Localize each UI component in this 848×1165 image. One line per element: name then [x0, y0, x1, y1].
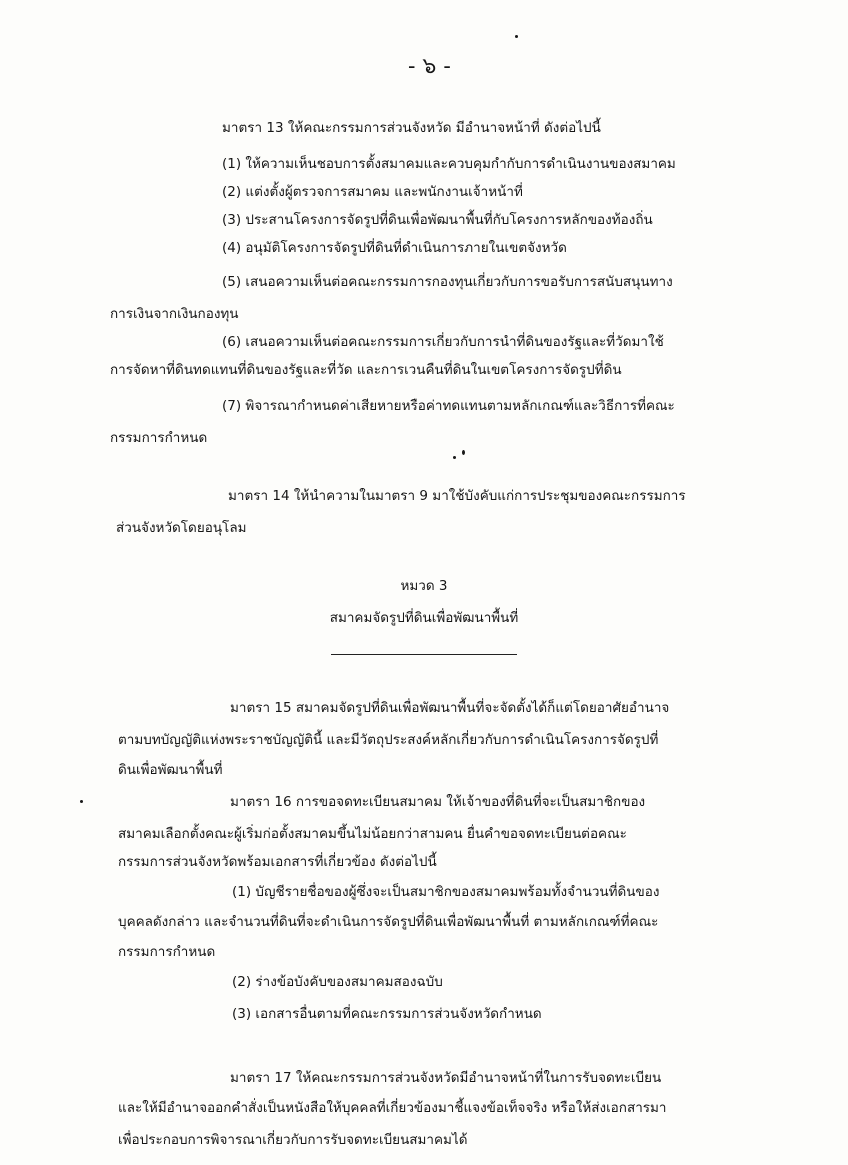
section-13-item-6-line-2: การจัดหาที่ดินทดแทนที่ดินของรัฐและที่วัด และการเวนคืนที่ดินในเขตโครงการจัดรูปที่ดิน: [110, 362, 622, 378]
section-13-item-3: (3) ประสานโครงการจัดรูปที่ดินเพื่อพัฒนาพื้นที่กับโครงการหลักของท้องถิ่น: [222, 212, 653, 228]
section-16-item-1-line-1: (1) บัญชีรายชื่อของผู้ซึ่งจะเป็นสมาชิกของสมาคมพร้อมทั้งจำนวนที่ดินของ: [232, 884, 660, 900]
section-16-line-3: กรรมการส่วนจังหวัดพร้อมเอกสารที่เกี่ยวข้อง ดังต่อไปนี้: [118, 854, 437, 870]
page-number: - ๖ -: [408, 54, 451, 79]
scan-speck: [462, 450, 465, 455]
section-16-line-2: สมาคมเลือกตั้งคณะผู้เริ่มก่อตั้งสมาคมขึ้นไม่น้อยกว่าสามคน ยื่นคำขอจดทะเบียนต่อคณะ: [118, 826, 627, 842]
section-13-item-1: (1) ให้ความเห็นชอบการตั้งสมาคมและควบคุมกำกับการดำเนินงานของสมาคม: [222, 156, 676, 172]
section-17-line-2: และให้มีอำนาจออกคำสั่งเป็นหนังสือให้บุคคลที่เกี่ยวข้องมาชี้แจงข้อเท็จจริง หรือให้ส่งเอกสารมา: [118, 1100, 667, 1116]
section-14-line-1: มาตรา 14 ให้นำความในมาตรา 9 มาใช้บังคับแก่การประชุมของคณะกรรมการ: [228, 488, 686, 504]
section-13-item-6-line-1: (6) เสนอความเห็นต่อคณะกรรมการเกี่ยวกับการนำที่ดินของรัฐและที่วัดมาใช้: [222, 334, 664, 350]
section-16-line-1: มาตรา 16 การขอจดทะเบียนสมาคม ให้เจ้าของที่ดินที่จะเป็นสมาชิกของ: [230, 794, 646, 810]
section-13-item-2: (2) แต่งตั้งผู้ตรวจการสมาคม และพนักงานเจ้าหน้าที่: [222, 184, 523, 200]
section-13-item-5-line-2: การเงินจากเงินกองทุน: [110, 306, 239, 322]
scan-speck: [80, 800, 83, 803]
section-15-line-2: ตามบทบัญญัติแห่งพระราชบัญญัตินี้ และมีวัตถุประสงค์หลักเกี่ยวกับการดำเนินโครงการจัดรูปที่: [118, 732, 659, 748]
section-15-line-3: ดินเพื่อพัฒนาพื้นที่: [118, 762, 223, 778]
section-17-line-3: เพื่อประกอบการพิจารณาเกี่ยวกับการรับจดทะเบียนสมาคมได้: [118, 1132, 468, 1148]
section-14-line-2: ส่วนจังหวัดโดยอนุโลม: [116, 520, 247, 536]
section-13-item-4: (4) อนุมัติโครงการจัดรูปที่ดินที่ดำเนินการภายในเขตจังหวัด: [222, 240, 567, 256]
section-17-line-1: มาตรา 17 ให้คณะกรรมการส่วนจังหวัดมีอำนาจหน้าที่ในการรับจดทะเบียน: [230, 1070, 662, 1086]
section-16-item-1-line-3: กรรมการกำหนด: [118, 944, 216, 960]
section-13-intro: มาตรา 13 ให้คณะกรรมการส่วนจังหวัด มีอำนาจหน้าที่ ดังต่อไปนี้: [222, 120, 601, 136]
section-13-item-7-line-1: (7) พิจารณากำหนดค่าเสียหายหรือค่าทดแทนตามหลักเกณฑ์และวิธีการที่คณะ: [222, 398, 675, 414]
scan-speck: [453, 456, 456, 459]
section-16-item-3: (3) เอกสารอื่นตามที่คณะกรรมการส่วนจังหวัดกำหนด: [232, 1006, 542, 1022]
section-16-item-1-line-2: บุคคลดังกล่าว และจำนวนที่ดินที่จะดำเนินการจัดรูปที่ดินเพื่อพัฒนาพื้นที่ ตามหลักเกณฑ์ที่คณะ: [118, 914, 659, 930]
section-13-item-7-line-2: กรรมการกำหนด: [110, 430, 208, 446]
section-16-item-2: (2) ร่างข้อบังคับของสมาคมสองฉบับ: [232, 974, 443, 990]
chapter-divider: [331, 654, 517, 655]
section-15-line-1: มาตรา 15 สมาคมจัดรูปที่ดินเพื่อพัฒนาพื้นที่จะจัดตั้งได้ก็แต่โดยอาศัยอำนาจ: [230, 700, 670, 716]
chapter-title: สมาคมจัดรูปที่ดินเพื่อพัฒนาพื้นที่: [329, 610, 519, 626]
chapter-number: หมวด 3: [400, 578, 448, 594]
section-13-item-5-line-1: (5) เสนอความเห็นต่อคณะกรรมการกองทุนเกี่ยวกับการขอรับการสนับสนุนทาง: [222, 274, 673, 290]
scan-speck: [515, 35, 518, 38]
